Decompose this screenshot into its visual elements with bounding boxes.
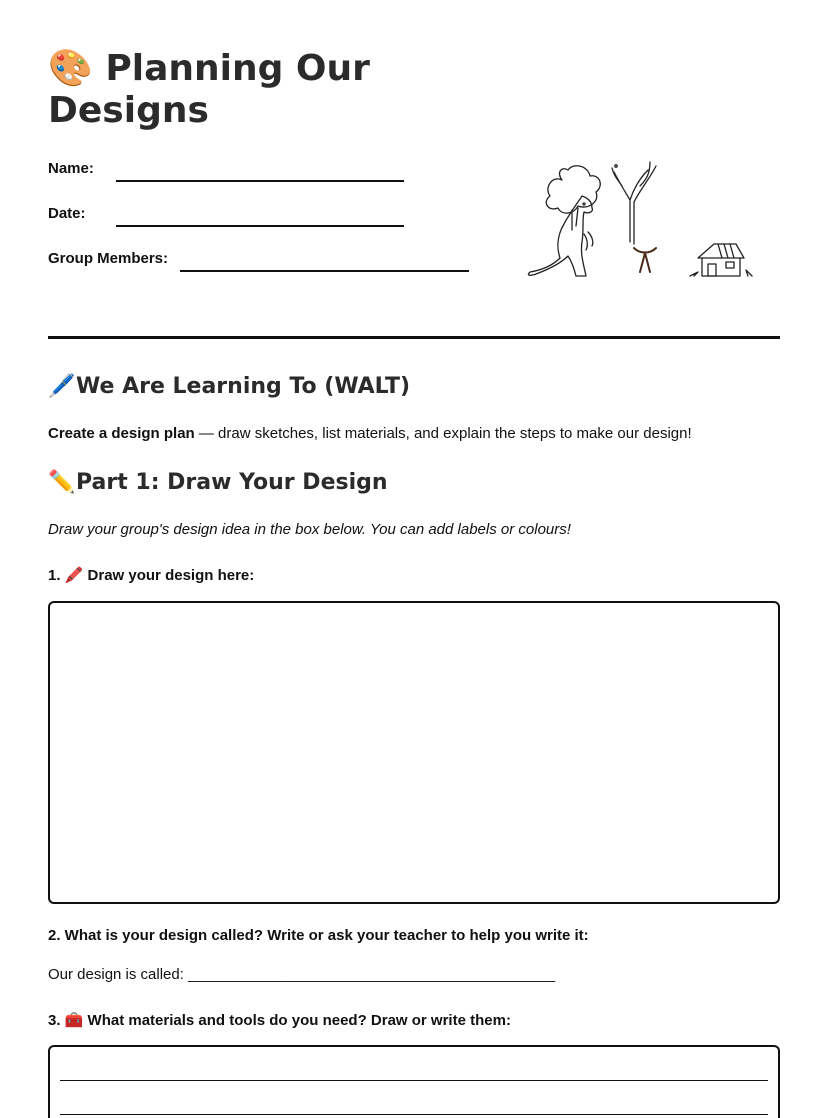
- house-sketch-icon: [690, 244, 752, 276]
- name-label: Name:: [48, 160, 94, 177]
- palette-icon: 🎨: [48, 48, 93, 89]
- question-3-text: What materials and tools do you need? Draw or write them:: [87, 1012, 511, 1029]
- name-field[interactable]: [116, 180, 404, 182]
- question-2: 2. What is your design called? Write or ask your teacher to help you write it:: [48, 927, 589, 944]
- walt-heading-text: We Are Learning To (WALT): [76, 374, 411, 399]
- group-members-label: Group Members:: [48, 250, 169, 267]
- question-3: [48, 1011, 511, 1029]
- date-field[interactable]: [116, 225, 404, 227]
- walt-bold-text: Create a design plan: [48, 425, 195, 442]
- kangaroo-tree-sketch-icon: [528, 166, 600, 276]
- page-title: [48, 48, 428, 132]
- walt-rest-text: — draw sketches, list materials, and explain the steps to make our design!: [194, 425, 692, 442]
- campfire-sketch-icon: [634, 248, 656, 272]
- section-divider: [48, 336, 780, 339]
- part1-instructions: Draw your group's design idea in the box below. You can add labels or colours!: [48, 521, 571, 538]
- bare-tree-sketch-icon: [612, 162, 656, 244]
- materials-line[interactable]: [60, 1080, 768, 1081]
- materials-line[interactable]: [60, 1114, 768, 1115]
- crayon-icon: 🖍️: [64, 567, 84, 584]
- date-label: Date:: [48, 205, 86, 222]
- question-3-number: 3.: [48, 1012, 61, 1029]
- materials-box[interactable]: [48, 1045, 780, 1118]
- pencil-icon: ✏️: [48, 470, 76, 495]
- group-members-field[interactable]: [180, 270, 469, 272]
- part1-heading: [48, 470, 388, 495]
- walt-heading: [48, 374, 410, 399]
- question-1-text: Draw your design here:: [87, 567, 255, 584]
- question-1-number: 1.: [48, 567, 61, 584]
- pen-icon: 🖊️: [48, 374, 76, 399]
- question-1: [48, 566, 254, 584]
- outback-illustration: [522, 150, 754, 282]
- part1-heading-text: Part 1: Draw Your Design: [76, 470, 388, 495]
- design-name-field[interactable]: Our design is called: ____________________________________________: [48, 966, 556, 983]
- page-title-text: Planning Our Designs: [48, 48, 370, 131]
- design-drawing-box[interactable]: [48, 601, 780, 904]
- toolbox-icon: 🧰: [64, 1012, 84, 1029]
- walt-description: [48, 425, 692, 442]
